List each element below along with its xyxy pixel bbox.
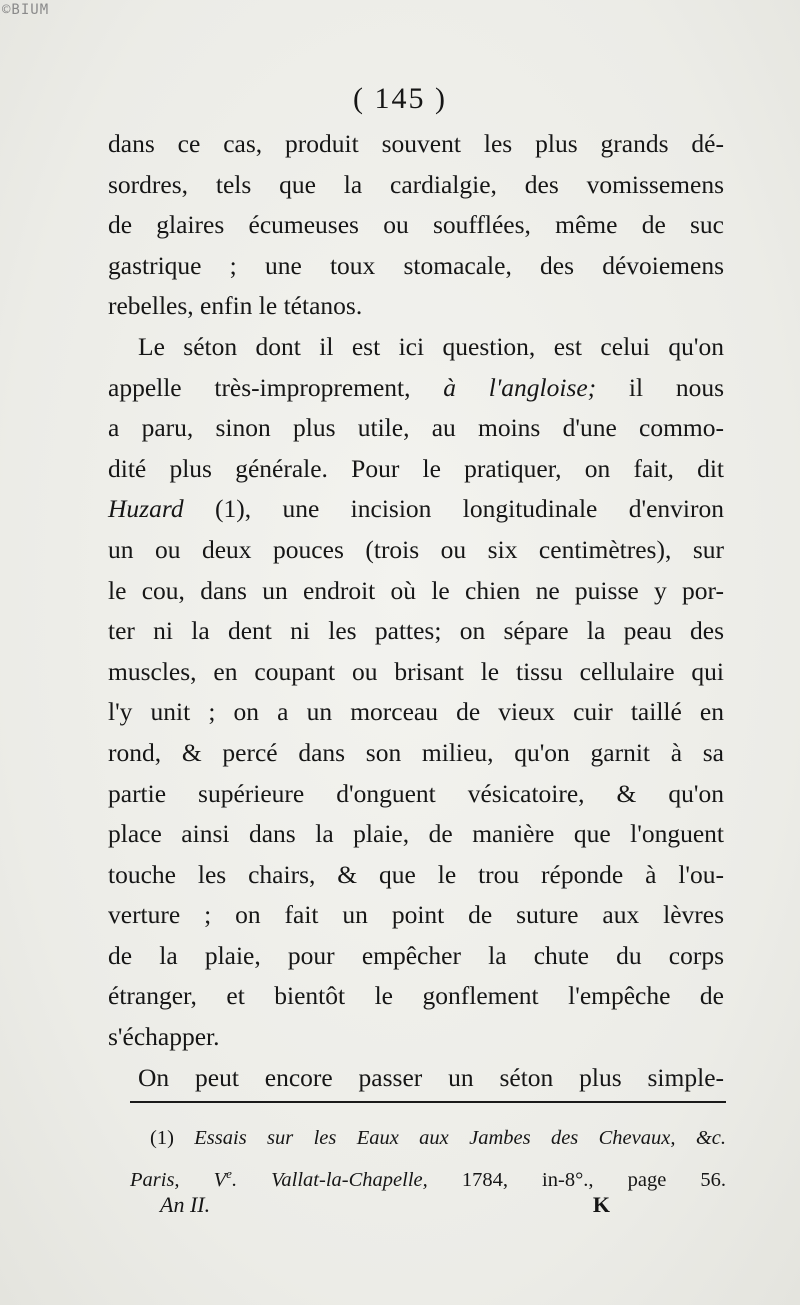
text-line: sordres, tels que la cardialgie, des vomissemens bbox=[108, 169, 724, 199]
page-number: ( 145 ) bbox=[353, 82, 447, 115]
text-line: dité plus générale. Pour le pratiquer, on fait, dit bbox=[108, 453, 724, 483]
author-name: Huzard bbox=[108, 494, 184, 524]
text-line: l'y unit ; on a un morceau de vieux cuir taillé en bbox=[108, 697, 724, 727]
footnote-details: 1784, in-8°., page 56. bbox=[427, 1168, 727, 1191]
text-segment: il nous bbox=[596, 372, 724, 402]
year-mark: An II. bbox=[160, 1192, 211, 1217]
text-line: Le séton dont il est ici question, est celui qu'on bbox=[138, 331, 724, 361]
text-line: partie supérieure d'onguent vésicatoire, & qu'on bbox=[108, 778, 724, 808]
footnote-publisher: . Vallat-la-Chapelle, bbox=[231, 1168, 428, 1191]
text-line: étranger, et bientôt le gonflement l'empêche de bbox=[108, 981, 724, 1011]
text-line bbox=[108, 489, 724, 530]
text-line: rond, & percé dans son milieu, qu'on garnit à sa bbox=[108, 737, 724, 767]
text-line: rebelles, enfin le tétanos. bbox=[108, 291, 363, 321]
text-line bbox=[108, 368, 724, 409]
text-line: gastrique ; une toux stomacale, des dévoiemens bbox=[108, 250, 724, 280]
text-line: un ou deux pouces (trois ou six centimètres), sur bbox=[108, 534, 724, 564]
footnote-line bbox=[130, 1156, 726, 1192]
text-line: On peut encore passer un séton plus simple- bbox=[138, 1062, 724, 1092]
footnote-superscript: e bbox=[226, 1166, 232, 1181]
text-line: verture ; on fait un point de suture aux lèvres bbox=[108, 900, 724, 930]
text-line: ter ni la dent ni les pattes; on sépare la peau des bbox=[108, 616, 724, 646]
gathering-signature: K bbox=[592, 1192, 610, 1217]
watermark: ©BIUM bbox=[2, 2, 50, 18]
signature-line bbox=[160, 1192, 610, 1218]
footnote-title: Essais sur les Eaux aux Jambes des Chevaux, &c. bbox=[194, 1127, 727, 1149]
body-text bbox=[108, 124, 724, 1098]
text-line: muscles, en coupant ou brisant le tissu cellulaire qui bbox=[108, 656, 724, 686]
text-line: de glaires écumeuses ou soufflées, même de suc bbox=[108, 210, 724, 240]
text-line: a paru, sinon plus utile, au moins d'une commo- bbox=[108, 413, 724, 443]
text-line: s'échapper. bbox=[108, 1022, 220, 1052]
text-line: place ainsi dans la plaie, de manière que l'onguent bbox=[108, 819, 724, 849]
text-line: le cou, dans un endroit où le chien ne puisse y por- bbox=[108, 575, 724, 605]
text-segment: appelle très-improprement, bbox=[108, 372, 444, 402]
text-segment: (1), une incision longitudinale d'environ bbox=[183, 494, 724, 524]
text-line: dans ce cas, produit souvent les plus grands dé- bbox=[108, 129, 724, 158]
footnote-rule bbox=[130, 1101, 726, 1103]
footnote bbox=[130, 1120, 726, 1192]
text-line: touche les chairs, & que le trou réponde à l'ou- bbox=[108, 859, 724, 889]
italic-phrase: à l'angloise; bbox=[443, 372, 597, 402]
footnote-line bbox=[130, 1120, 726, 1156]
text-line: de la plaie, pour empêcher la chute du corps bbox=[108, 940, 724, 970]
footnote-publisher: Paris, V bbox=[130, 1168, 227, 1191]
footnote-marker: (1) bbox=[150, 1127, 195, 1149]
